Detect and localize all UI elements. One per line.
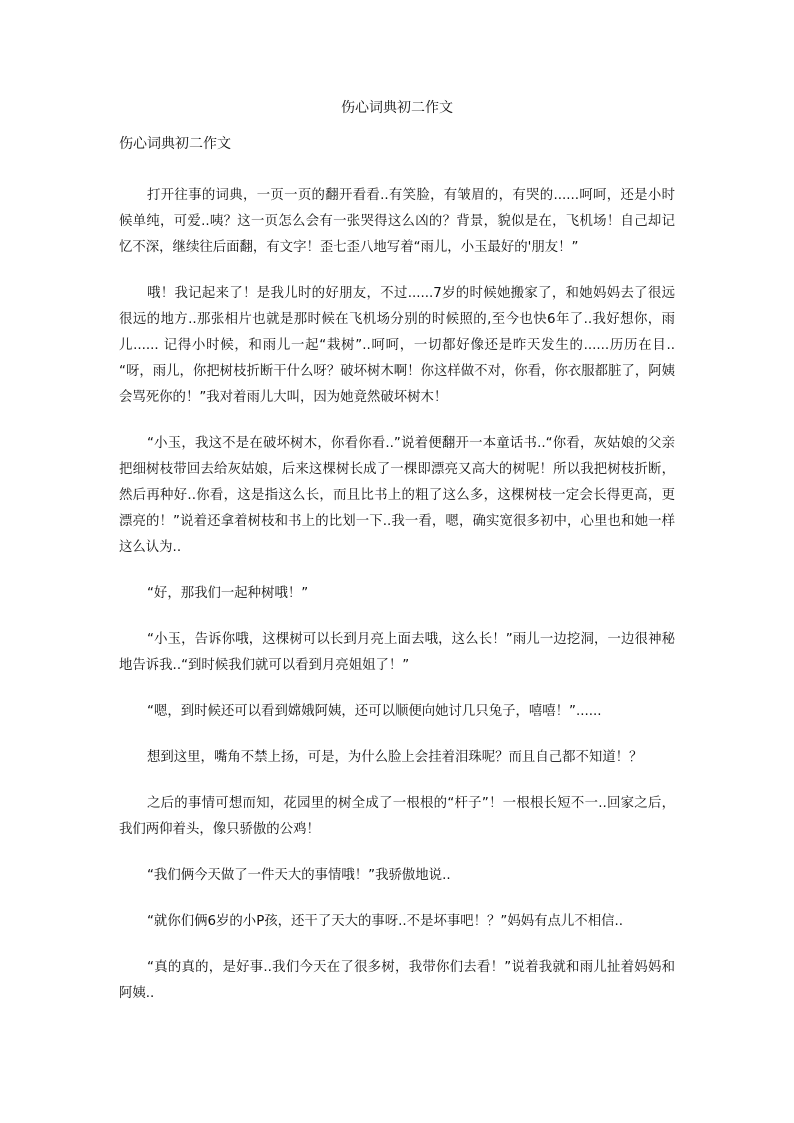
document-subtitle: 伤心词典初二作文 [119, 136, 231, 152]
paragraph: 哦！我记起来了！是我儿时的好朋友，不过......7岁的时候她搬家了，和她妈妈去了很远很远的地方..那张相片也就是那时候在飞机场分别的时候照的,至今也快6年了..我好想你，雨儿...... 记得小时候，和雨儿一起“栽树”..呵呵，一切都好像还是昨天发生的......历历在目.. “呀，雨儿，你把树枝折断干什么呀？破坏树木啊！你这样做不对，你看，你衣服都脏了，阿姨会骂死你的！”我对着雨儿大叫，因为她竟然破坏树木！ [119, 286, 675, 405]
paragraph: 之后的事情可想而知，花园里的树全成了一根根的“杆子”！一根根长短不一..回家之后，我们两仰着头，像只骄傲的公鸡！ [119, 796, 675, 837]
paragraph: “小玉，告诉你哦，这棵树可以长到月亮上面去哦，这么长！”雨儿一边挖洞，一边很神秘地告诉我..“到时候我们就可以看到月亮姐姐了！” [119, 632, 675, 673]
paragraph: 打开往事的词典，一页一页的翻开看看..有笑脸，有皱眉的，有哭的......呵呵，还是小时候单纯，可爱..咦？这一页怎么会有一张哭得这么凶的？背景，貌似是在，飞机场！自己却记忆不深，继续往后面翻，有文字！歪七歪八地写着“雨儿，小玉最好的'朋友！” [119, 188, 675, 255]
paragraph: “我们俩今天做了一件天大的事情哦！”我骄傲地说.. [147, 868, 451, 883]
paragraph: 想到这里，嘴角不禁上扬，可是，为什么脸上会挂着泪珠呢？而且自己都不知道！？ [147, 750, 643, 765]
document-title: 伤心词典初二作文 [341, 100, 453, 116]
document-body [119, 183, 675, 1027]
paragraph: “小玉，我这不是在破坏树木，你看你看..”说着便翻开一本童话书..“你看，灰姑娘的父亲把细树枝带回去给灰姑娘，后来这棵树长成了一棵即漂亮又高大的树呢！所以我把树枝折断，然后再种好..你看，这是指这么长，而且比书上的粗了这么多，这棵树枝一定会长得更高，更漂亮的！”说着还拿着树枝和书上的比划一下..我一看，嗯，确实宽很多初中，心里也和她一样这么认为.. [119, 436, 675, 555]
paragraph: “好，那我们一起种树哦！” [147, 586, 309, 601]
paragraph: “就你们俩6岁的小P孩，还干了天大的事呀..不是坏事吧！？”妈妈有点儿不相信.. [147, 914, 623, 929]
paragraph: “真的真的，是好事..我们今天在了很多树，我带你们去看！”说着我就和雨儿扯着妈妈和阿姨.. [119, 960, 675, 1001]
paragraph: “嗯，到时候还可以看到嫦娥阿姨，还可以顺便向她讨几只兔子，嘻嘻！”...... [147, 704, 602, 719]
